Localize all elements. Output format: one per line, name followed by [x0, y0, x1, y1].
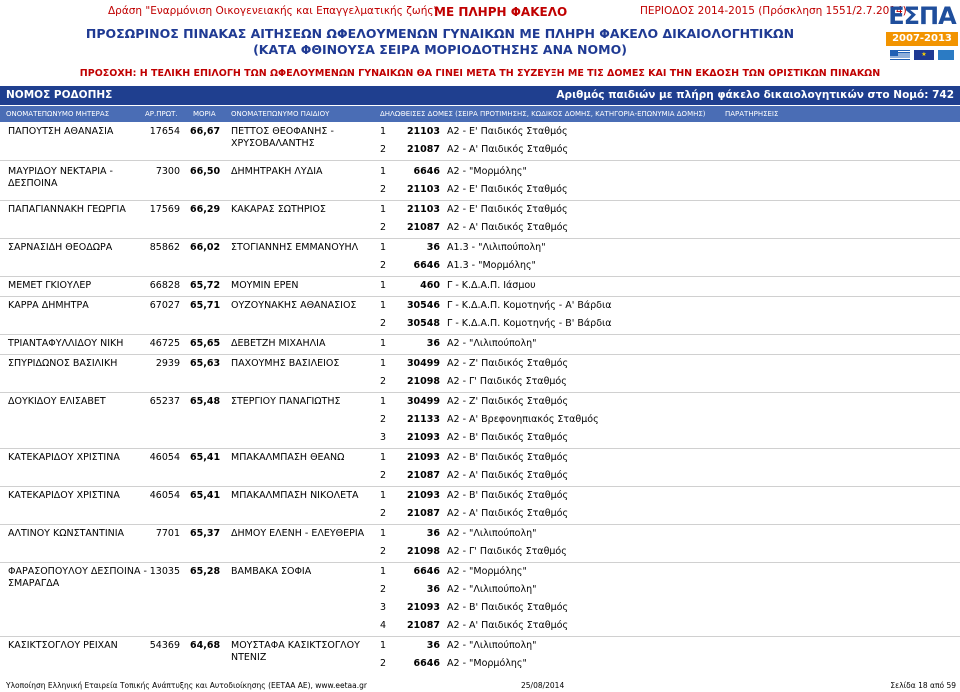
footer-page-number: Σελίδα 18 από 59 [890, 681, 956, 690]
score-value: 65,72 [190, 280, 221, 291]
mother-name: ΠΑΠΑΓΙΑΝΝΑΚΗ ΓΕΩΡΓΙΑ [8, 204, 126, 215]
child-name: ΔΗΜΟΥ ΕΛΕΝΗ - ΕΛΕΥΘΕΡΙΑ [231, 528, 365, 539]
choice-order: 4 [380, 620, 387, 631]
structure-choice [0, 219, 960, 237]
structure-choice [0, 543, 960, 561]
choice-order: 1 [380, 396, 387, 407]
page-footer [0, 680, 960, 692]
protocol-number: 7300 [155, 166, 180, 177]
choice-order: 2 [380, 508, 387, 519]
structure-choice [0, 411, 960, 429]
protocol-number: 17654 [149, 126, 180, 137]
table-row [0, 449, 960, 485]
structure-choice [0, 393, 960, 411]
score-value: 65,41 [190, 452, 221, 463]
table-row [0, 487, 960, 523]
table-row [0, 335, 960, 353]
choice-order: 1 [380, 204, 387, 215]
protocol-number: 46725 [149, 338, 180, 349]
choice-order: 2 [380, 144, 387, 155]
choice-order: 2 [380, 584, 387, 595]
structure-choice [0, 201, 960, 219]
structure-code: 21103 [406, 184, 440, 195]
structure-code: 21133 [406, 414, 440, 425]
table-row [0, 201, 960, 237]
choice-order: 1 [380, 640, 387, 651]
structure-code: 21087 [406, 470, 440, 481]
score-value: 65,65 [190, 338, 221, 349]
structure-choice [0, 315, 960, 333]
choice-order: 2 [380, 184, 387, 195]
structure-description: Α2 - "Μορμόλης" [447, 566, 527, 577]
structure-code: 21098 [406, 546, 440, 557]
structure-choice [0, 373, 960, 391]
structure-choice [0, 239, 960, 257]
structure-choice [0, 429, 960, 447]
nsrf-mark-icon [938, 50, 954, 60]
structure-code: 30499 [406, 396, 440, 407]
choice-order: 1 [380, 242, 387, 253]
structure-code: 36 [426, 640, 440, 651]
region-child-count: Αριθμός παιδιών με πλήρη φάκελο δικαιολογητικών στο Νομό: 742 [556, 89, 954, 101]
structure-choice [0, 599, 960, 617]
structure-description: Α2 - "Μορμόλης" [447, 166, 527, 177]
structure-choice [0, 297, 960, 315]
structure-description: Α2 - Α' Παιδικός Σταθμός [447, 470, 569, 481]
structure-choice [0, 141, 960, 159]
mother-name: ΚΑΡΡΑ ΔΗΜΗΤΡΑ [8, 300, 89, 311]
score-value: 66,50 [190, 166, 221, 177]
structure-code: 21098 [406, 376, 440, 387]
choice-order: 2 [380, 414, 387, 425]
structure-choice [0, 525, 960, 543]
structure-code: 21093 [406, 490, 440, 501]
structure-code: 6646 [413, 566, 440, 577]
child-name: ΜΠΑΚΑΛΜΠΑΣΗ ΘΕΑΝΩ [231, 452, 345, 463]
espa-logo [886, 2, 958, 66]
structure-description: Α1.3 - "Μορμόλης" [447, 260, 536, 271]
structure-code: 21093 [406, 432, 440, 443]
structure-choice [0, 467, 960, 485]
mother-name: ΜΑΥΡΙΔΟΥ ΝΕΚΤΑΡΙΑ - ΔΕΣΠΟΙΝΑ [8, 166, 113, 189]
protocol-number: 46054 [149, 452, 180, 463]
structure-code: 36 [426, 528, 440, 539]
choice-order: 2 [380, 222, 387, 233]
child-name: ΜΟΥΣΤΑΦΑ ΚΑΣΙΚΤΣΟΓΛΟΥ ΝΤΕΝΙΖ [231, 640, 360, 663]
choice-order: 2 [380, 376, 387, 387]
table-row [0, 355, 960, 391]
structure-choice [0, 449, 960, 467]
table-row [0, 163, 960, 199]
logo-text: ΕΣΠΑ [888, 2, 956, 30]
choice-order: 1 [380, 358, 387, 369]
structure-choice [0, 163, 960, 181]
structure-description: Α2 - Α' Παιδικός Σταθμός [447, 222, 569, 233]
structure-description: Α2 - "Λιλιπούπολη" [447, 338, 537, 349]
structure-description: Α2 - "Λιλιπούπολη" [447, 528, 537, 539]
mother-name: ΔΟΥΚΙΔΟΥ ΕΛΙΣΑΒΕΤ [8, 396, 106, 407]
protocol-number: 46054 [149, 490, 180, 501]
structure-code: 36 [426, 242, 440, 253]
structure-description: Α2 - "Λιλιπούπολη" [447, 584, 537, 595]
choice-order: 2 [380, 658, 387, 669]
score-value: 65,37 [190, 528, 221, 539]
structure-description: Α2 - Α' Παιδικός Σταθμός [447, 620, 569, 631]
greek-flag-icon [890, 50, 910, 60]
structure-code: 36 [426, 584, 440, 595]
structure-description: Α2 - Ε' Παιδικός Σταθμός [447, 184, 568, 195]
applications-table [0, 122, 960, 674]
structure-code: 21087 [406, 508, 440, 519]
choice-order: 3 [380, 602, 387, 613]
col-score: ΜΟΡΙΑ [193, 110, 216, 118]
structure-code: 30548 [406, 318, 440, 329]
mother-name: ΤΡΙΑΝΤΑΦΥΛΛΙΔΟΥ ΝΙΚΗ [8, 338, 124, 349]
mother-name: ΦΑΡΑΣΟΠΟΥΛΟΥ ΔΕΣΠΟΙΝΑ - ΣΜΑΡΑΓΔΑ [8, 566, 147, 589]
structure-choice [0, 355, 960, 373]
structure-choice [0, 563, 960, 581]
protocol-number: 54369 [149, 640, 180, 651]
child-name: ΔΗΜΗΤΡΑΚΗ ΛΥΔΙΑ [231, 166, 323, 177]
mother-name: ΣΠΥΡΙΔΩΝΟΣ ΒΑΣΙΛΙΚΗ [8, 358, 118, 369]
child-name: ΚΑΚΑΡΑΣ ΣΩΤΗΡΙΟΣ [231, 204, 326, 215]
col-protocol: ΑΡ.ΠΡΩΤ. [145, 110, 178, 118]
protocol-number: 66828 [149, 280, 180, 291]
logo-flags [890, 50, 954, 60]
choice-order: 1 [380, 338, 387, 349]
choice-order: 2 [380, 546, 387, 557]
child-name: ΠΕΤΤΟΣ ΘΕΟΦΑΝΗΣ - ΧΡΥΣΟΒΑΛΑΝΤΗΣ [231, 126, 334, 149]
structure-choice [0, 277, 960, 295]
logo-years: 2007-2013 [886, 32, 958, 46]
structure-code: 21087 [406, 222, 440, 233]
mother-name: ΚΑΣΙΚΤΣΟΓΛΟΥ ΡΕΙΧΑΝ [8, 640, 118, 651]
score-value: 65,48 [190, 396, 221, 407]
child-name: ΒΑΜΒΑΚΑ ΣΟΦΙΑ [231, 566, 312, 577]
table-row [0, 393, 960, 447]
col-structures: ΔΗΛΩΘΕΙΣΕΣ ΔΟΜΕΣ (ΣΕΙΡΑ ΠΡΟΤΙΜΗΣΗΣ, ΚΩΔΙΚΟΣ ΔΟΜΗΣ, ΚΑΤΗΓΟΡΙΑ-ΕΠΩΝΥΜΙΑ ΔΟΜΗΣ) [380, 110, 706, 118]
structure-code: 21103 [406, 126, 440, 137]
structure-description: Α2 - Α' Παιδικός Σταθμός [447, 144, 569, 155]
col-mother: ΟΝΟΜΑΤΕΠΩΝΥΜΟ ΜΗΤΕΡΑΣ [6, 110, 110, 118]
structure-choice [0, 505, 960, 523]
structure-description: Α2 - "Λιλιπούπολη" [447, 640, 537, 651]
region-name: ΝΟΜΟΣ ΡΟΔΟΠΗΣ [6, 89, 113, 101]
mother-name: ΚΑΤΕΚΑΡΙΔΟΥ ΧΡΙΣΤΙΝΑ [8, 452, 120, 463]
child-name: ΠΑΧΟΥΜΗΣ ΒΑΣΙΛΕΙΟΣ [231, 358, 340, 369]
table-row [0, 297, 960, 333]
child-name: ΔΕΒΕΤΖΗ ΜΙΧΑΗΛΙΑ [231, 338, 326, 349]
structure-description: Α2 - Β' Παιδικός Σταθμός [447, 432, 569, 443]
structure-code: 6646 [413, 260, 440, 271]
structure-choice [0, 617, 960, 635]
structure-choice [0, 181, 960, 199]
structure-code: 21087 [406, 144, 440, 155]
mother-name: ΑΛΤΙΝΟΥ ΚΩΝΣΤΑΝΤΙΝΙΑ [8, 528, 125, 539]
structure-description: Α2 - Ζ' Παιδικός Σταθμός [447, 396, 569, 407]
choice-order: 3 [380, 432, 387, 443]
eu-flag-icon: ★ [914, 50, 934, 60]
mother-name: ΜΕΜΕΤ ΓΚΙΟΥΛΕΡ [8, 280, 92, 291]
score-value: 64,68 [190, 640, 221, 651]
choice-order: 2 [380, 318, 387, 329]
table-row [0, 277, 960, 295]
structure-description: Γ - Κ.Δ.Α.Π. Κομοτηνής - Β' Βάρδια [447, 318, 612, 329]
choice-order: 2 [380, 260, 387, 271]
choice-order: 1 [380, 166, 387, 177]
choice-order: 1 [380, 452, 387, 463]
structure-choice [0, 637, 960, 655]
child-name: ΜΠΑΚΑΛΜΠΑΣΗ ΝΙΚΟΛΕΤΑ [231, 490, 359, 501]
row-divider [0, 160, 960, 161]
structure-description: Α2 - Β' Παιδικός Σταθμός [447, 452, 569, 463]
mother-name: ΚΑΤΕΚΑΡΙΔΟΥ ΧΡΙΣΤΙΝΑ [8, 490, 120, 501]
structure-choice [0, 655, 960, 673]
score-value: 65,71 [190, 300, 221, 311]
structure-code: 460 [420, 280, 440, 291]
structure-choice [0, 335, 960, 353]
structure-description: Α2 - Β' Παιδικός Σταθμός [447, 602, 569, 613]
structure-description: Α2 - Α' Βρεφονηπιακός Σταθμός [447, 414, 599, 425]
table-row [0, 123, 960, 159]
score-value: 65,63 [190, 358, 221, 369]
structure-code: 21087 [406, 620, 440, 631]
score-value: 66,29 [190, 204, 221, 215]
structure-description: Α1.3 - "Λιλιπούπολη" [447, 242, 546, 253]
choice-order: 1 [380, 280, 387, 291]
file-type: ΜΕ ΠΛΗΡΗ ΦΑΚΕΛΟ [434, 5, 568, 19]
structure-code: 6646 [413, 658, 440, 669]
structure-description: Α2 - "Μορμόλης" [447, 658, 527, 669]
choice-order: 1 [380, 126, 387, 137]
mother-name: ΣΑΡΝΑΣΙΔΗ ΘΕΟΔΩΡΑ [8, 242, 113, 253]
choice-order: 2 [380, 470, 387, 481]
protocol-number: 13035 [149, 566, 180, 577]
structure-code: 21093 [406, 452, 440, 463]
structure-choice [0, 487, 960, 505]
mother-name: ΠΑΠΟΥΤΣΗ ΑΘΑΝΑΣΙΑ [8, 126, 114, 137]
table-row [0, 563, 960, 635]
structure-code: 36 [426, 338, 440, 349]
document-subtitle: (ΚΑΤΑ ΦΘΙΝΟΥΣΑ ΣΕΙΡΑ ΜΟΡΙΟΔΟΤΗΣΗΣ ΑΝΑ ΝΟΜΟ) [253, 42, 627, 57]
footer-date: 25/08/2014 [521, 681, 565, 690]
protocol-number: 7701 [155, 528, 180, 539]
program-name: Δράση "Εναρμόνιση Οικογενειακής και Επαγγελματικής ζωής" [108, 5, 439, 17]
score-value: 66,02 [190, 242, 221, 253]
period: ΠΕΡΙΟΔΟΣ 2014-2015 (Πρόσκληση 1551/2.7.2014) [640, 5, 907, 17]
structure-choice [0, 123, 960, 141]
footer-organization: Υλοποίηση Ελληνική Εταιρεία Τοπικής Ανάπτυξης και Αυτοδιοίκησης (ΕΕΤΑΑ ΑΕ), www.eetaa.gr [6, 681, 367, 690]
child-name: ΜΟΥΜΙΝ ΕΡΕΝ [231, 280, 299, 291]
warning-notice: ΠΡΟΣΟΧΗ: Η ΤΕΛΙΚΗ ΕΠΙΛΟΓΗ ΤΩΝ ΩΦΕΛΟΥΜΕΝΩΝ ΓΥΝΑΙΚΩΝ ΘΑ ΓΙΝΕΙ ΜΕΤΑ ΤΗ ΣΥΖΕΥΞΗ ΜΕ ΤΙΣ ΔΟΜΕΣ ΚΑΙ ΤΗΝ ΕΚΔΟΣΗ ΤΩΝ ΟΡΙΣΤΙΚΩΝ ΠΙΝΑΚΩΝ [79, 68, 881, 79]
table-row [0, 637, 960, 673]
structure-description: Γ - Κ.Δ.Α.Π. Κομοτηνής - Α' Βάρδια [447, 300, 612, 311]
structure-description: Α2 - Ε' Παιδικός Σταθμός [447, 204, 568, 215]
structure-description: Γ - Κ.Δ.Α.Π. Ιάσμου [447, 280, 536, 291]
structure-description: Α2 - Γ' Παιδικός Σταθμός [447, 376, 567, 387]
structure-description: Α2 - Ζ' Παιδικός Σταθμός [447, 358, 569, 369]
structure-code: 30499 [406, 358, 440, 369]
choice-order: 1 [380, 300, 387, 311]
score-value: 65,28 [190, 566, 221, 577]
document-title: ΠΡΟΣΩΡΙΝΟΣ ΠΙΝΑΚΑΣ ΑΙΤΗΣΕΩΝ ΩΦΕΛΟΥΜΕΝΩΝ ΓΥΝΑΙΚΩΝ ΜΕ ΠΛΗΡΗ ΦΑΚΕΛΟ ΔΙΚΑΙΟΛΟΓΗΤΙΚΩΝ [85, 26, 795, 41]
structure-description: Α2 - Β' Παιδικός Σταθμός [447, 490, 569, 501]
structure-description: Α2 - Α' Παιδικός Σταθμός [447, 508, 569, 519]
protocol-number: 85862 [149, 242, 180, 253]
protocol-number: 2939 [155, 358, 180, 369]
protocol-number: 65237 [149, 396, 180, 407]
col-child: ΟΝΟΜΑΤΕΠΩΝΥΜΟ ΠΑΙΔΙΟΥ [231, 110, 330, 118]
choice-order: 1 [380, 528, 387, 539]
protocol-number: 67027 [149, 300, 180, 311]
choice-order: 1 [380, 490, 387, 501]
structure-choice [0, 581, 960, 599]
region-bar [0, 86, 960, 105]
structure-code: 30546 [406, 300, 440, 311]
score-value: 65,41 [190, 490, 221, 501]
structure-code: 21103 [406, 204, 440, 215]
table-row [0, 239, 960, 275]
structure-code: 6646 [413, 166, 440, 177]
col-notes: ΠΑΡΑΤΗΡΗΣΕΙΣ [725, 110, 779, 118]
structure-code: 21093 [406, 602, 440, 613]
structure-description: Α2 - Γ' Παιδικός Σταθμός [447, 546, 567, 557]
structure-description: Α2 - Ε' Παιδικός Σταθμός [447, 126, 568, 137]
score-value: 66,67 [190, 126, 221, 137]
child-name: ΣΤΕΡΓΙΟΥ ΠΑΝΑΓΙΩΤΗΣ [231, 396, 341, 407]
table-row [0, 525, 960, 561]
choice-order: 1 [380, 566, 387, 577]
structure-choice [0, 257, 960, 275]
column-header-row [0, 106, 960, 122]
child-name: ΟΥΖΟΥΝΑΚΗΣ ΑΘΑΝΑΣΙΟΣ [231, 300, 357, 311]
child-name: ΣΤΟΓΙΑΝΝΗΣ ΕΜΜΑΝΟΥΗΛ [231, 242, 359, 253]
document-header [0, 0, 960, 86]
protocol-number: 17569 [149, 204, 180, 215]
